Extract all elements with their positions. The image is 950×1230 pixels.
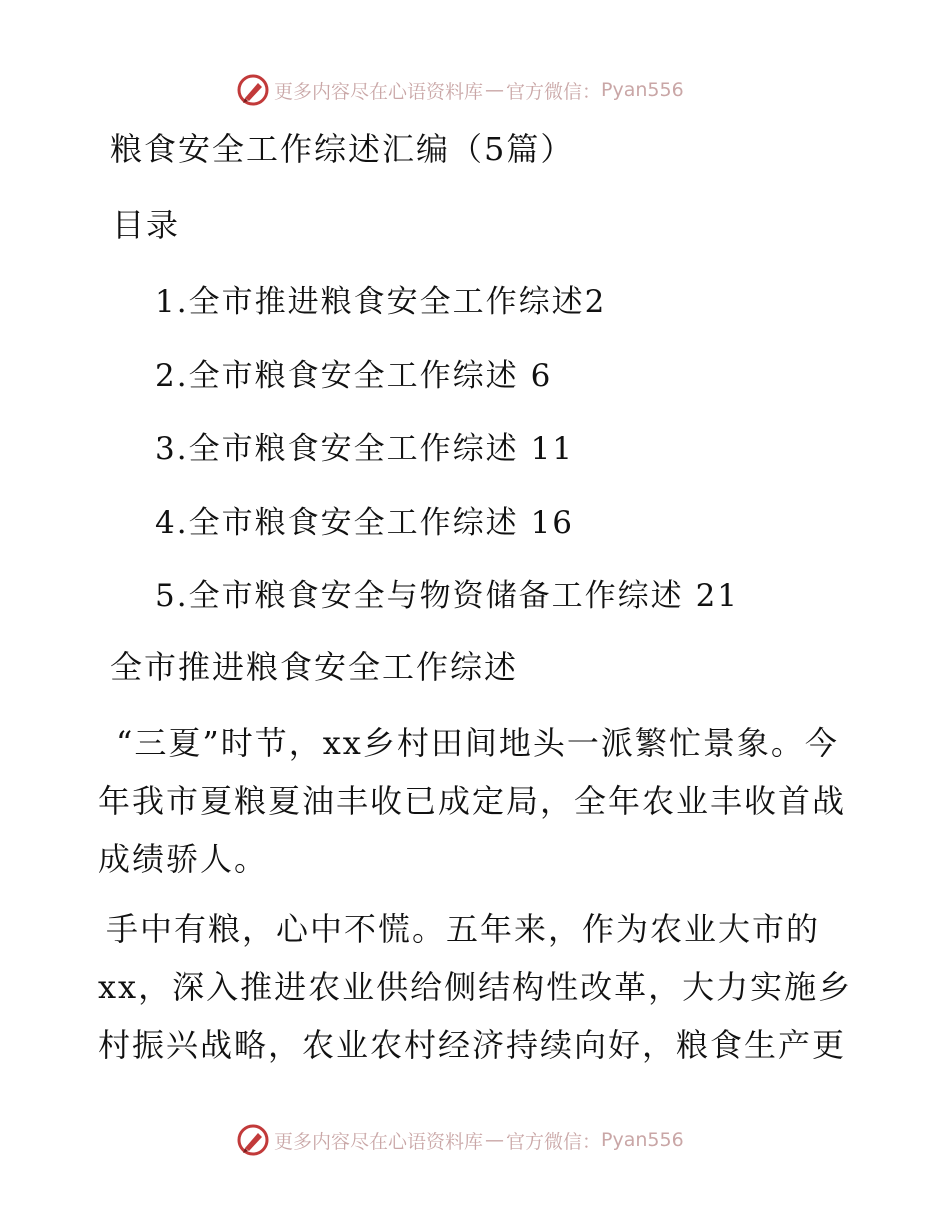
watermark-account: Pyan556: [601, 79, 684, 101]
watermark-separator: —: [485, 79, 505, 101]
pen-logo-icon: [236, 1123, 270, 1157]
watermark-text: 更多内容尽在心语资料库: [274, 80, 484, 103]
toc-item-page: 2: [584, 284, 607, 320]
body-paragraph: 手中有粮，心中不慌。五年来，作为农业大市的xx，深入推进农业供给侧结构性改革，大力实施乡村振兴战略，农业农村经济持续向好，粮食生产更: [98, 910, 853, 1064]
header-watermark: [236, 70, 684, 110]
toc-item-title: 4.全市粮食安全工作综述: [155, 505, 519, 541]
toc-heading: 目录: [112, 206, 181, 244]
toc-item-title: 3.全市粮食安全工作综述: [155, 431, 519, 467]
toc-item[interactable]: [155, 276, 606, 321]
toc-item[interactable]: [155, 570, 739, 615]
toc-item-title: 1.全市推进粮食安全工作综述: [155, 284, 585, 320]
section-title: 全市推进粮食安全工作综述: [110, 648, 519, 686]
watermark-label: 官方微信：: [506, 1130, 602, 1153]
toc-item-title: 2.全市粮食安全工作综述: [155, 358, 519, 394]
watermark-label: 官方微信：: [506, 80, 602, 103]
watermark-account: Pyan556: [601, 1129, 684, 1151]
toc-item[interactable]: [155, 350, 552, 395]
pen-logo-icon: [236, 73, 270, 107]
watermark-separator: —: [485, 1129, 505, 1151]
toc-item-page: 6: [530, 358, 553, 394]
toc-item-page: 16: [530, 505, 575, 541]
toc-item-page: 11: [530, 431, 575, 467]
footer-watermark: [236, 1120, 684, 1160]
toc-item[interactable]: [155, 497, 574, 542]
body-paragraph: “三夏”时节，xx乡村田间地头一派繁忙景象。今年我市夏粮夏油丰收已成定局，全年农业丰收首战成绩骄人。: [98, 724, 847, 878]
toc-item-page: 21: [695, 578, 740, 614]
toc-item-title: 5.全市粮食安全与物资储备工作综述: [155, 578, 684, 614]
watermark-text: 更多内容尽在心语资料库: [274, 1130, 484, 1153]
document-title: 粮食安全工作综述汇编（5篇）: [110, 130, 575, 168]
toc-item[interactable]: [155, 423, 574, 468]
